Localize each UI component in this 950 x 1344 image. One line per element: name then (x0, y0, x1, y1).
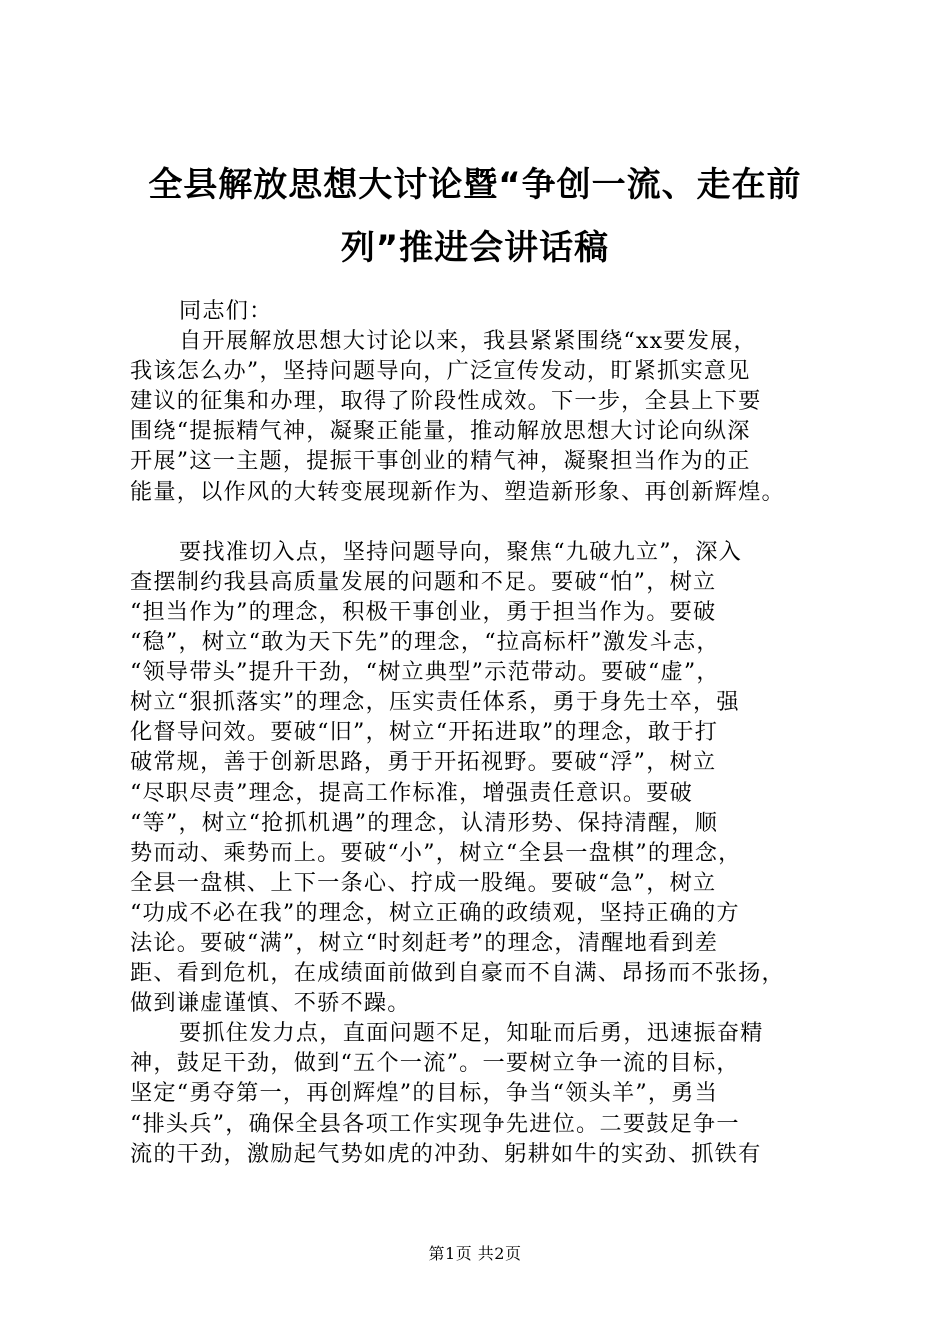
paragraph-line: 要找准切入点，坚持问题导向，聚焦“九破九立”，深入 (179, 538, 742, 565)
paragraph-line: 势而动、乘势而上。要破“小”，树立“全县一盘棋”的理念， (130, 839, 742, 866)
paragraph-line: 化督导问效。要破“旧”，树立“开拓进取”的理念，敢于打 (130, 719, 719, 746)
paragraph-line: 树立“狠抓落实”的理念，压实责任体系，勇于身先士卒，强 (130, 689, 740, 716)
paragraph-line: 全县一盘棋、上下一条心、拧成一股绳。要破“急”，树立 (130, 869, 717, 896)
paragraph-line: 自开展解放思想大讨论以来，我县紧紧围绕“xx要发展， (179, 328, 757, 355)
paragraph-1 (130, 326, 842, 507)
paragraph-line: 做到谦虚谨慎、不骄不躁。 (130, 990, 411, 1017)
paragraph-line: 我该怎么办”，坚持问题导向，广泛宣传发动，盯紧抓实意见 (130, 358, 751, 385)
document-title-line-1: 全县解放思想大讨论暨“争创一流、走在前 (148, 165, 802, 205)
paragraph-spacer (130, 507, 842, 537)
paragraph-line: 能量，以作风的大转变展现新作为、塑造新形象、再创新辉煌。 (130, 478, 785, 505)
paragraph-line: 破常规，善于创新思路，勇于开拓视野。要破“浮”，树立 (130, 749, 717, 776)
paragraph-line: “担当作为”的理念，积极干事创业，勇于担当作为。要破 (130, 598, 717, 625)
salutation: 同志们： (179, 298, 273, 324)
paragraph-line: “尽职尽责”理念，提高工作标准，增强责任意识。要破 (130, 779, 693, 806)
paragraph-line: “等”，树立“抢抓机遇”的理念，认清形势、保持清醒，顺 (130, 809, 719, 836)
paragraph-2 (130, 537, 842, 1019)
paragraph-3 (130, 1018, 842, 1168)
paragraph-line: 神，鼓足干劲，做到“五个一流”。一要树立争一流的目标， (130, 1050, 740, 1077)
document-title-line-2: 列”推进会讲话稿 (340, 228, 610, 268)
paragraph-line: “排头兵”，确保全县各项工作实现争先进位。二要鼓足争一 (130, 1110, 740, 1137)
paragraph-line: 坚定“勇夺第一，再创辉煌”的目标，争当“领头羊”，勇当 (130, 1080, 719, 1107)
paragraph-line: 要抓住发力点，直面问题不足，知耻而后勇，迅速振奋精 (179, 1020, 764, 1047)
page-footer: 第1页 共2页 (428, 1244, 522, 1263)
paragraph-line: 围绕“提振精气神，凝聚正能量，推动解放思想大讨论向纵深 (130, 418, 751, 445)
paragraph-line: 流的干劲，激励起气势如虎的冲劲、躬耕如牛的实劲、抓铁有 (130, 1140, 762, 1167)
paragraph-line: 查摆制约我县高质量发展的问题和不足。要破“怕”，树立 (130, 568, 717, 595)
paragraph-line: “领导带头”提升干劲，“树立典型”示范带动。要破“虚”， (130, 659, 720, 686)
paragraph-line: “功成不必在我”的理念，树立正确的政绩观，坚持正确的方 (130, 899, 740, 926)
document-body (130, 296, 842, 1169)
paragraph-line: 距、看到危机，在成绩面前做到自豪而不自满、昂扬而不张扬， (130, 960, 785, 987)
paragraph-line: 法论。要破“满”，树立“时刻赶考”的理念，清醒地看到差 (130, 929, 719, 956)
paragraph-line: “稳”，树立“敢为天下先”的理念，“拉高标杆”激发斗志， (130, 629, 720, 656)
paragraph-line: 建议的征集和办理，取得了阶段性成效。下一步，全县上下要 (130, 388, 762, 415)
paragraph-line: 开展”这一主题，提振干事创业的精气神，凝聚担当作为的正 (130, 448, 751, 475)
